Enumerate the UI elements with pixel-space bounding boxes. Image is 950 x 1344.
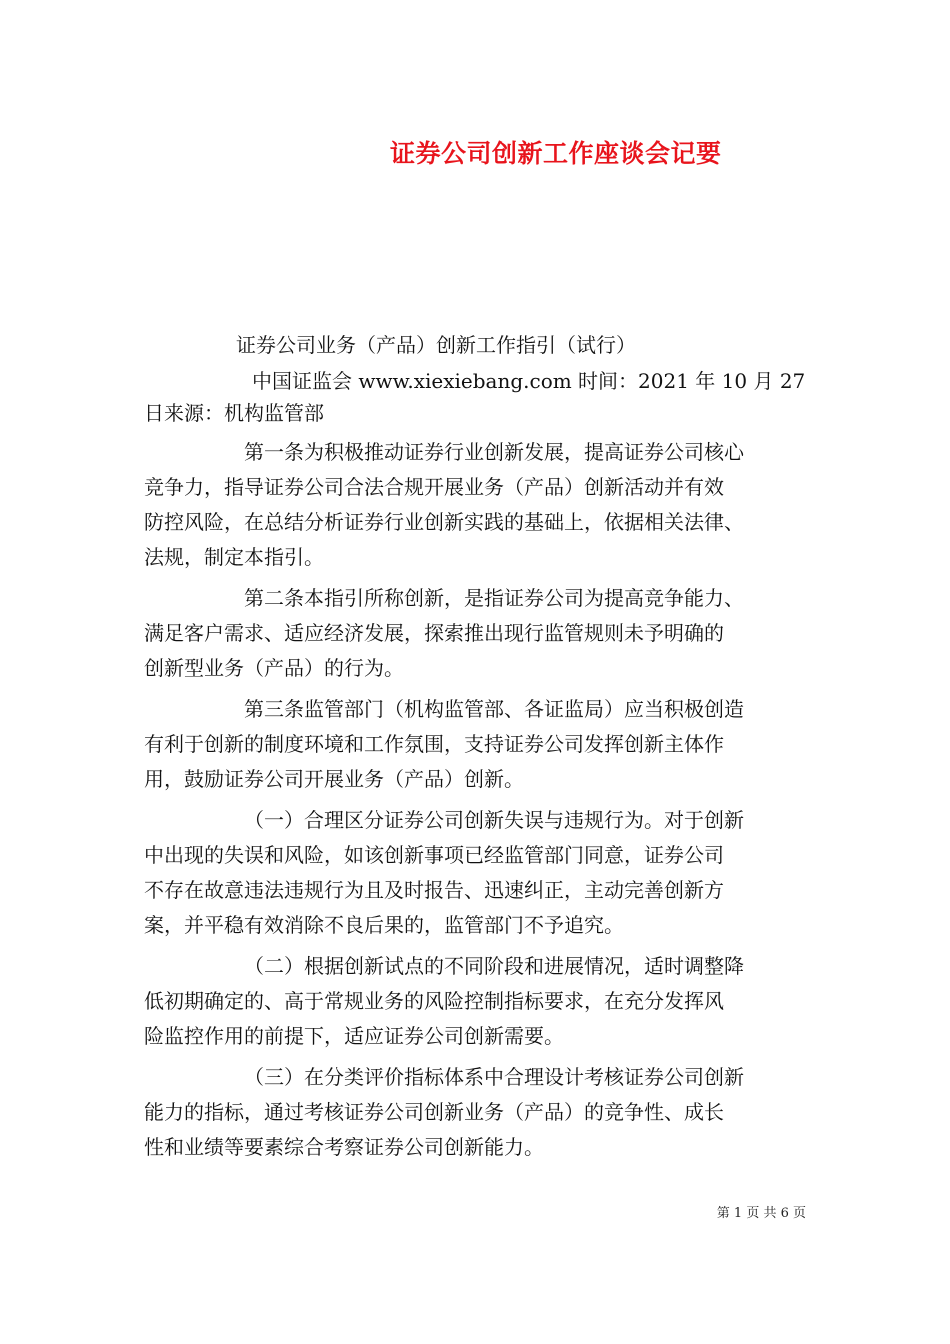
paragraph-line: 满足客户需求、适应经济发展，探索推出现行监管规则未予明确的 (144, 621, 724, 645)
document-title: 证券公司创新工作座谈会记要 (390, 139, 722, 168)
paragraph-line: 险监控作用的前提下，适应证券公司创新需要。 (144, 1024, 564, 1048)
paragraph-item-3 (144, 1060, 814, 1165)
paragraph-line: 性和业绩等要素综合考察证券公司创新能力。 (144, 1135, 544, 1159)
paragraph-line: 低初期确定的、高于常规业务的风险控制指标要求，在充分发挥风 (144, 989, 724, 1013)
document-body (144, 328, 814, 1165)
paragraph-line: 有利于创新的制度环境和工作氛围，支持证券公司发挥创新主体作 (144, 732, 724, 756)
source-line: 中国证监会 www.xiexiebang.com 时间：2021 年 10 月 27 (252, 369, 806, 393)
paragraph-article-3 (144, 692, 814, 797)
paragraph-item-2 (144, 949, 814, 1054)
paragraph-line: 法规，制定本指引。 (144, 545, 324, 569)
paragraph-line: （二）根据创新试点的不同阶段和进展情况，适时调整降 (244, 954, 744, 978)
paragraph-line: （一）合理区分证券公司创新失误与违规行为。对于创新 (244, 808, 744, 832)
paragraph-line: 创新型业务（产品）的行为。 (144, 656, 404, 680)
paragraph-line: 第三条监管部门（机构监管部、各证监局）应当积极创造 (244, 697, 744, 721)
paragraph-line: 竞争力，指导证券公司合法合规开展业务（产品）创新活动并有效 (144, 475, 724, 499)
paragraph-line: 中出现的失误和风险，如该创新事项已经监管部门同意，证券公司 (144, 843, 724, 867)
paragraph-article-1 (144, 435, 814, 575)
paragraph-line: 防控风险，在总结分析证券行业创新实践的基础上，依据相关法律、 (144, 510, 744, 534)
paragraph-article-2 (144, 581, 814, 686)
paragraph-item-1 (144, 803, 814, 943)
paragraph-line: 能力的指标，通过考核证券公司创新业务（产品）的竞争性、成长 (144, 1100, 724, 1124)
document-subtitle: 证券公司业务（产品）创新工作指引（试行） (236, 333, 636, 357)
paragraph-line: 不存在故意违法违规行为且及时报告、迅速纠正，主动完善创新方 (144, 878, 724, 902)
source-line-continued: 日来源：机构监管部 (144, 401, 324, 425)
paragraph-line: 第一条为积极推动证券行业创新发展，提高证券公司核心 (244, 440, 744, 464)
paragraph-line: （三）在分类评价指标体系中合理设计考核证券公司创新 (244, 1065, 744, 1089)
page-number: 第 1 页 共 6 页 (716, 1206, 806, 1221)
paragraph-line: 用，鼓励证券公司开展业务（产品）创新。 (144, 767, 524, 791)
paragraph-line: 第二条本指引所称创新，是指证券公司为提高竞争能力、 (244, 586, 744, 610)
paragraph-line: 案，并平稳有效消除不良后果的，监管部门不予追究。 (144, 913, 624, 937)
